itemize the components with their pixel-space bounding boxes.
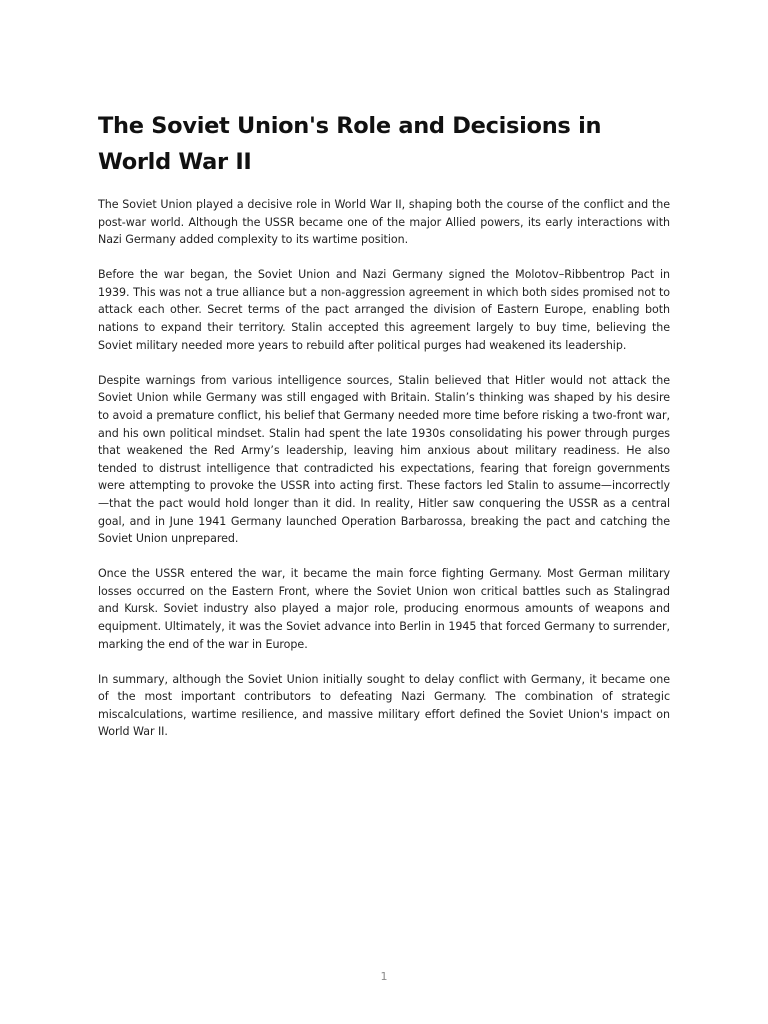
- page-number: 1: [380, 970, 388, 983]
- document-page: [98, 108, 670, 759]
- document-title: The Soviet Union's Role and Decisions in World War II: [98, 113, 602, 175]
- paragraph-summary: In summary, although the Soviet Union initially sought to delay conflict with Germany, it became one of the most important contributors to defeating Nazi Germany. The combination of strategic miscalculations, wartime resilience, and massive military effort defined the Soviet Union's impact on World War II.: [98, 672, 670, 739]
- paragraph-stalin-beliefs: Despite warnings from various intelligence sources, Stalin believed that Hitler would not attack the Soviet Union while Germany was still engaged with Britain. Stalin’s thinking was shaped by his desire to avoid a premature conflict, his belief that Germany needed more time before risking a two-front war, and his own political mindset. Stalin had spent the late 1930s consolidating his power through purges that weakened the Red Army’s leadership, leaving him anxious about military readiness. He also tended to distrust intelligence that contradicted his expectations, fearing that foreign governments were attempting to provoke the USSR into acting first. These factors led Stalin to assume—incorrectly—that the pact would hold longer than it did. In reality, Hitler saw conquering the USSR as a central goal, and in June 1941 Germany launched Operation Barbarossa, breaking the pact and catching the Soviet Union unprepared.: [98, 373, 670, 546]
- paragraph-eastern-front: Once the USSR entered the war, it became the main force fighting Germany. Most German military losses occurred on the Eastern Front, where the Soviet Union won critical battles such as Stalingrad and Kursk. Soviet industry also played a major role, producing enormous amounts of weapons and equipment. Ultimately, it was the Soviet advance into Berlin in 1945 that forced Germany to surrender, marking the end of the war in Europe.: [98, 567, 670, 651]
- document-body: [98, 196, 670, 741]
- paragraph-intro: The Soviet Union played a decisive role in World War II, shaping both the course of the conflict and the post-war world. Although the USSR became one of the major Allied powers, its early interactions with Nazi Germany added complexity to its wartime position.: [98, 198, 670, 247]
- paragraph-molotov-ribbentrop-pact: Before the war began, the Soviet Union and Nazi Germany signed the Molotov–Ribbentrop Pact in 1939. This was not a true alliance but a non-aggression agreement in which both sides promised not to attack each other. Secret terms of the pact arranged the division of Eastern Europe, enabling both nations to expand their territory. Stalin accepted this agreement largely to buy time, believing the Soviet military needed more years to rebuild after political purges had weakened its leadership.: [98, 268, 670, 352]
